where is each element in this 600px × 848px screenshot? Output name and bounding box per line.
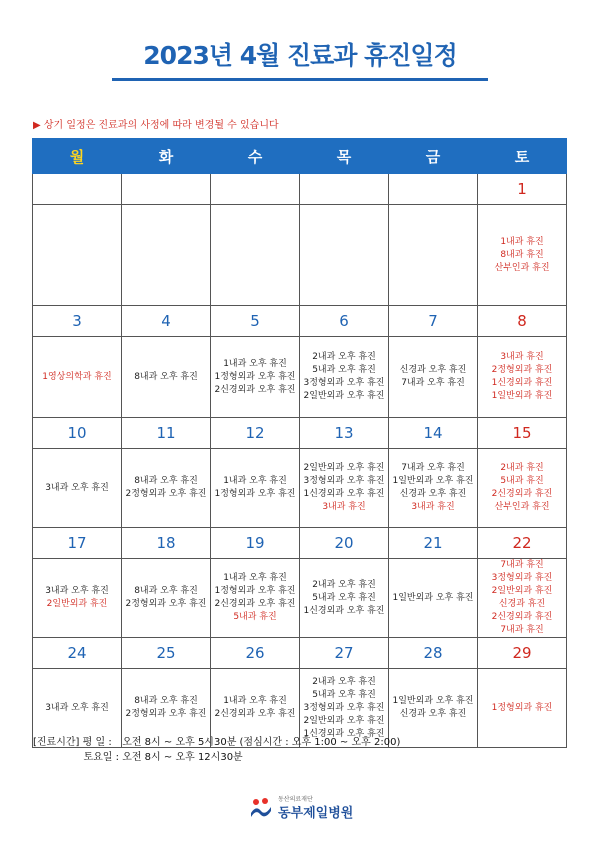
weekday-header: 금 xyxy=(389,139,478,174)
date-row xyxy=(33,638,567,669)
schedule-cell xyxy=(211,559,300,638)
schedule-cell xyxy=(122,337,211,418)
closure-entry: 2내과 오후 휴진 xyxy=(312,579,376,590)
schedule-cell xyxy=(33,337,122,418)
schedule-cell xyxy=(478,559,567,638)
date-cell: 28 xyxy=(389,638,478,669)
closure-entry: 2신경외과 휴진 xyxy=(491,612,553,622)
closure-entry: 5내과 오후 휴진 xyxy=(312,365,376,375)
closure-entry: 2정형외과 휴진 xyxy=(491,365,553,375)
date-cell: 3 xyxy=(33,306,122,337)
schedule-cell xyxy=(478,205,567,306)
logo-subtitle: 동산의료재단 xyxy=(278,796,313,803)
schedule-cell xyxy=(478,337,567,418)
closure-entry: 1일반외과 휴진 xyxy=(491,391,553,401)
schedule-cell xyxy=(33,449,122,528)
date-cell: 18 xyxy=(122,528,211,559)
closure-entry: 1신경외과 오후 휴진 xyxy=(303,489,385,499)
date-cell: 17 xyxy=(33,528,122,559)
notice-text: ▶ 상기 일정은 진료과의 사정에 따라 변경될 수 있습니다 xyxy=(33,120,279,131)
date-cell: 14 xyxy=(389,418,478,449)
closure-entry: 1정형외과 오후 휴진 xyxy=(214,489,296,499)
closure-entry: 2정형외과 오후 휴진 xyxy=(125,709,207,719)
closure-entry: 5내과 휴진 xyxy=(233,612,277,622)
closure-entry: 5내과 휴진 xyxy=(500,476,544,486)
closure-entry: 1일반외과 오후 휴진 xyxy=(392,476,474,486)
date-cell: 24 xyxy=(33,638,122,669)
title-underline xyxy=(112,78,488,81)
date-cell: 26 xyxy=(211,638,300,669)
closure-entry: 2일반외과 오후 휴진 xyxy=(303,715,385,726)
schedule-cell xyxy=(33,559,122,638)
date-cell: 11 xyxy=(122,418,211,449)
closure-entry: 3내과 휴진 xyxy=(411,502,455,512)
closure-entry: 2신경외과 오후 휴진 xyxy=(214,384,296,395)
closure-entry: 3내과 오후 휴진 xyxy=(45,702,109,713)
date-row xyxy=(33,174,567,205)
closure-entry: 신경과 오후 휴진 xyxy=(399,365,467,375)
closure-entry: 8내과 오후 휴진 xyxy=(134,476,198,486)
schedule-cell xyxy=(211,205,300,306)
closure-entry: 1내과 오후 휴진 xyxy=(223,696,287,706)
schedule-cell xyxy=(389,449,478,528)
date-row xyxy=(33,528,567,559)
weekday-hours-value: 오전 8시 ~ 오후 5시30분 (점심시간 : 오후 1:00 ~ 오후 2:00) xyxy=(122,737,401,748)
logo-name: 동부제일병원 xyxy=(278,806,354,821)
date-cell: 27 xyxy=(300,638,389,669)
closure-entry: 7내과 휴진 xyxy=(500,560,544,570)
closure-entry: 2일반외과 휴진 xyxy=(491,586,553,596)
closure-entry: 1영상의학과 휴진 xyxy=(42,371,112,382)
weekday-header: 수 xyxy=(211,139,300,174)
hours-label: [진료시간] 평 일 : xyxy=(33,737,112,748)
closure-entry: 3내과 오후 휴진 xyxy=(45,482,109,493)
date-row xyxy=(33,418,567,449)
closure-entry: 3내과 휴진 xyxy=(322,502,366,512)
saturday-hours-value: 오전 8시 ~ 오후 12시30분 xyxy=(122,752,243,763)
date-cell: 21 xyxy=(389,528,478,559)
closure-entry: 2신경외과 휴진 xyxy=(491,489,553,499)
weekday-header: 화 xyxy=(122,139,211,174)
closure-entry: 8내과 오후 휴진 xyxy=(134,696,198,706)
page-title: 2023년 4월 진료과 휴진일정 xyxy=(143,41,457,70)
schedule-cell xyxy=(122,559,211,638)
schedule-cell xyxy=(211,337,300,418)
date-cell: 8 xyxy=(478,306,567,337)
closure-entry: 2정형외과 오후 휴진 xyxy=(125,599,207,609)
schedule-cell xyxy=(389,205,478,306)
schedule-cell xyxy=(211,449,300,528)
closure-entry: 3정형외과 오후 휴진 xyxy=(303,476,385,486)
weekday-header: 목 xyxy=(300,139,389,174)
closure-entry: 3정형외과 오후 휴진 xyxy=(303,702,385,713)
schedule-cell xyxy=(300,449,389,528)
closure-entry: 1일반외과 오후 휴진 xyxy=(392,592,474,603)
closure-entry: 신경과 오후 휴진 xyxy=(399,709,467,719)
closure-entry: 5내과 오후 휴진 xyxy=(312,592,376,603)
schedule-cell xyxy=(300,559,389,638)
schedule-cell xyxy=(478,449,567,528)
closure-entry: 1정형외과 오후 휴진 xyxy=(214,371,296,382)
closure-entry: 3내과 오후 휴진 xyxy=(45,586,109,596)
closure-entry: 1내과 오후 휴진 xyxy=(223,573,287,583)
saturday-hours-label: 토요일 : xyxy=(83,752,119,763)
closure-entry: 신경과 오후 휴진 xyxy=(399,489,467,499)
schedule-cell xyxy=(478,669,567,748)
date-cell: 1 xyxy=(478,174,567,205)
closure-entry: 1내과 휴진 xyxy=(500,236,544,247)
closure-entry: 1신경외과 휴진 xyxy=(491,378,553,388)
closure-entry: 2내과 오후 휴진 xyxy=(312,352,376,362)
closure-entry: 1일반외과 오후 휴진 xyxy=(392,696,474,706)
date-cell: 12 xyxy=(211,418,300,449)
schedule-cell xyxy=(300,205,389,306)
closure-entry: 7내과 오후 휴진 xyxy=(401,463,465,473)
closure-entry: 7내과 휴진 xyxy=(500,625,544,635)
closure-entry: 2일반외과 오후 휴진 xyxy=(303,391,385,401)
date-cell xyxy=(389,174,478,205)
schedule-cell xyxy=(389,559,478,638)
closure-entry: 8내과 오후 휴진 xyxy=(134,371,198,382)
date-cell: 29 xyxy=(478,638,567,669)
closure-entry: 1내과 오후 휴진 xyxy=(223,476,287,486)
closure-entry: 8내과 오후 휴진 xyxy=(134,586,198,596)
closure-entry: 신경과 휴진 xyxy=(498,599,546,609)
closure-entry: 2정형외과 오후 휴진 xyxy=(125,489,207,499)
date-cell: 4 xyxy=(122,306,211,337)
date-cell xyxy=(211,174,300,205)
schedule-row xyxy=(33,205,567,306)
date-row xyxy=(33,306,567,337)
weekday-hours-label: 평 일 : xyxy=(82,737,112,748)
closure-entry: 2내과 오후 휴진 xyxy=(312,676,376,687)
hospital-logo xyxy=(240,793,370,823)
date-cell: 25 xyxy=(122,638,211,669)
schedule-row xyxy=(33,559,567,638)
closure-entry: 1정형외과 휴진 xyxy=(491,702,553,713)
closure-entry: 1신경외과 오후 휴진 xyxy=(303,728,385,739)
schedule-cell xyxy=(122,205,211,306)
weekday-header-row xyxy=(33,139,567,174)
closure-entry: 1신경외과 오후 휴진 xyxy=(303,605,385,616)
date-cell: 22 xyxy=(478,528,567,559)
date-cell: 6 xyxy=(300,306,389,337)
hospital-logo-icon xyxy=(250,797,272,819)
schedule-cell xyxy=(300,337,389,418)
weekday-header: 토 xyxy=(478,139,567,174)
date-cell: 7 xyxy=(389,306,478,337)
closure-entry: 3정형외과 오후 휴진 xyxy=(303,378,385,388)
date-cell xyxy=(300,174,389,205)
closure-entry: 3내과 휴진 xyxy=(500,352,544,362)
closure-entry: 1내과 오후 휴진 xyxy=(223,358,287,369)
date-cell: 20 xyxy=(300,528,389,559)
closure-entry: 3정형외과 휴진 xyxy=(491,573,553,583)
date-cell: 19 xyxy=(211,528,300,559)
closure-entry: 5내과 오후 휴진 xyxy=(312,689,376,700)
closure-entry: 산부인과 휴진 xyxy=(494,262,550,273)
closure-entry: 산부인과 휴진 xyxy=(494,502,550,512)
closure-entry: 2일반외과 휴진 xyxy=(46,599,108,609)
closure-entry: 2신경외과 오후 휴진 xyxy=(214,709,296,719)
closure-entry: 2내과 휴진 xyxy=(500,463,544,473)
date-cell xyxy=(33,174,122,205)
schedule-row xyxy=(33,337,567,418)
closure-entry: 7내과 오후 휴진 xyxy=(401,378,465,388)
schedule-cell xyxy=(389,337,478,418)
date-cell: 13 xyxy=(300,418,389,449)
closure-entry: 1정형외과 오후 휴진 xyxy=(214,586,296,596)
schedule-cell xyxy=(122,449,211,528)
date-cell: 10 xyxy=(33,418,122,449)
weekday-header: 월 xyxy=(33,139,122,174)
closure-entry: 2일반외과 오후 휴진 xyxy=(303,463,385,473)
date-cell: 5 xyxy=(211,306,300,337)
schedule-row xyxy=(33,449,567,528)
date-cell: 15 xyxy=(478,418,567,449)
schedule-calendar xyxy=(32,138,567,748)
clinic-hours xyxy=(33,735,400,765)
schedule-cell xyxy=(33,205,122,306)
closure-entry: 8내과 휴진 xyxy=(500,249,544,260)
closure-entry: 2신경외과 오후 휴진 xyxy=(214,599,296,609)
schedule-cell xyxy=(389,669,478,748)
date-cell xyxy=(122,174,211,205)
